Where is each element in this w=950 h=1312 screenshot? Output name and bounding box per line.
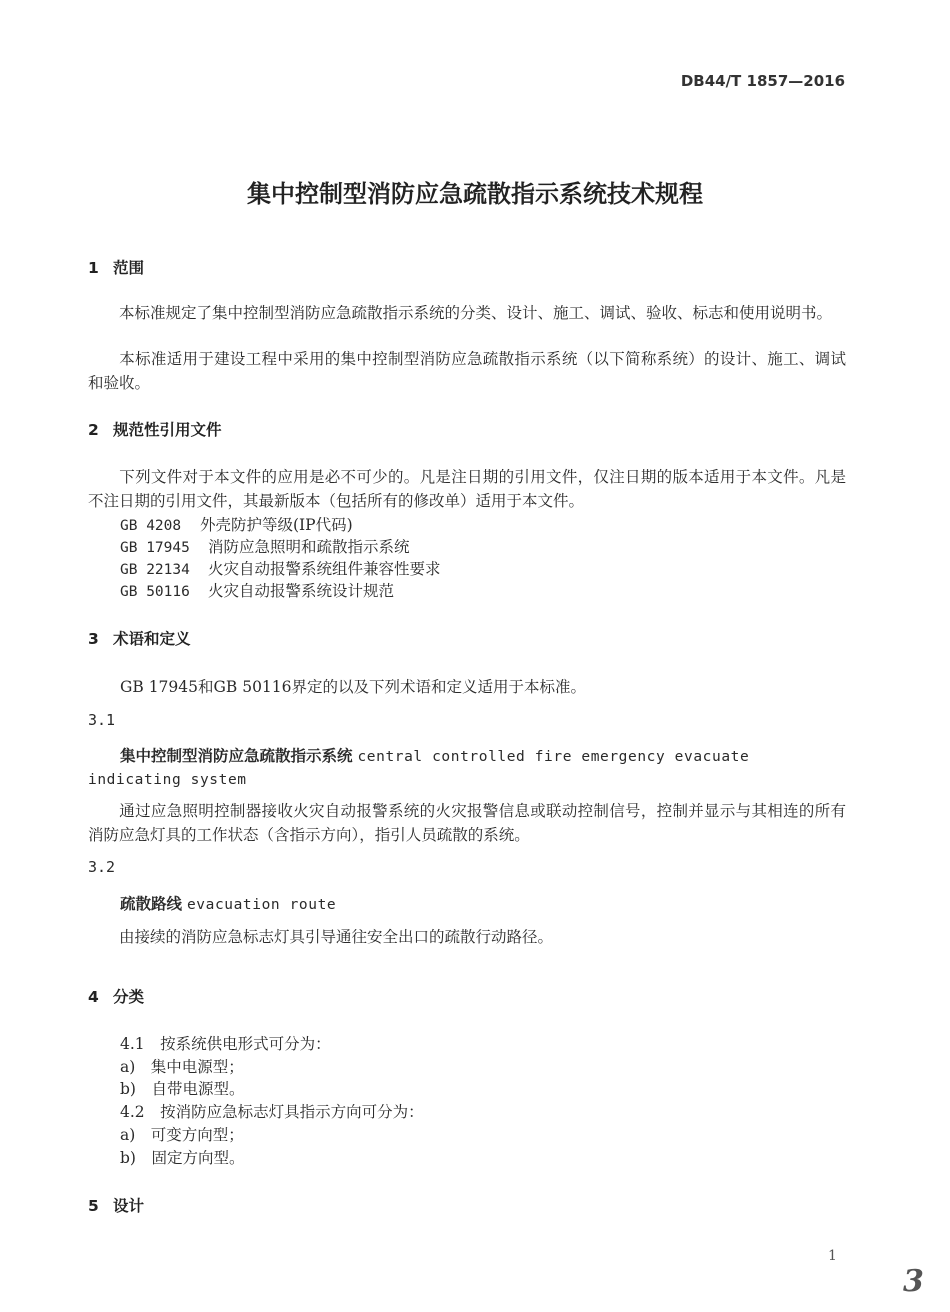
list-item: a) 可变方向型； — [120, 1126, 244, 1144]
reference-code: GB 22134 — [120, 562, 190, 578]
reference-code: GB 17945 — [120, 540, 190, 556]
page-number: 1 — [828, 1248, 837, 1264]
section-title: 设计 — [113, 1197, 145, 1215]
section-number: 5 — [88, 1197, 99, 1215]
section-3-heading — [88, 627, 191, 649]
paragraph-text: 本标准适用于建设工程中采用的集中控制型消防应急疏散指示系统（以下简称系统）的设计、施工、调试和验收。 — [88, 350, 846, 392]
reference-name: 火灾自动报警系统组件兼容性要求 — [208, 560, 441, 578]
term-number: 3.1 — [88, 711, 116, 729]
section-2-heading — [88, 418, 222, 440]
term-title — [88, 745, 846, 791]
clause-4-1: 4.1 按系统供电形式可分为： — [120, 1035, 331, 1053]
section-title: 规范性引用文件 — [113, 421, 222, 439]
section-number: 3 — [88, 630, 99, 648]
term-en: central controlled fire emergency evacuate indicating system — [88, 749, 750, 788]
reference-code: GB 4208 — [120, 518, 182, 534]
section-1-heading — [88, 256, 144, 278]
reference-item — [120, 579, 394, 601]
section-number: 1 — [88, 259, 99, 277]
term-zh: 疏散路线 — [120, 895, 183, 913]
document-number: DB44/T 1857—2016 — [680, 72, 845, 90]
reference-code: GB 50116 — [120, 584, 190, 600]
term-en: evacuation route — [186, 897, 337, 913]
section-5-heading — [88, 1194, 144, 1216]
corner-page-mark: 3 — [903, 1264, 924, 1299]
paragraph-text: 本标准规定了集中控制型消防应急疏散指示系统的分类、设计、施工、调试、验收、标志和使用说明书。 — [119, 304, 833, 322]
section-title: 范围 — [113, 259, 145, 277]
term-definition — [88, 799, 846, 847]
scope-paragraph-2 — [88, 347, 846, 395]
term-zh: 集中控制型消防应急疏散指示系统 — [120, 747, 353, 765]
page-title: 集中控制型消防应急疏散指示系统技术规程 — [247, 180, 703, 208]
section-title: 术语和定义 — [113, 630, 191, 648]
term-title — [88, 893, 846, 916]
section-number: 4 — [88, 988, 99, 1006]
reference-item — [120, 535, 410, 557]
reference-item — [120, 513, 353, 535]
terms-intro: GB 17945和GB 50116界定的以及下列术语和定义适用于本标准。 — [120, 678, 587, 696]
reference-item — [120, 557, 441, 579]
term-number: 3.2 — [88, 858, 116, 876]
normative-references-paragraph — [88, 465, 846, 513]
section-title: 分类 — [113, 988, 145, 1006]
term-definition — [88, 925, 846, 949]
section-number: 2 — [88, 421, 99, 439]
scope-paragraph-1 — [88, 301, 846, 325]
section-4-heading — [88, 985, 144, 1007]
list-item: a) 集中电源型； — [120, 1058, 244, 1076]
list-item: b) 固定方向型。 — [120, 1149, 245, 1167]
list-item: b) 自带电源型。 — [120, 1080, 245, 1098]
paragraph-text: 通过应急照明控制器接收火灾自动报警系统的火灾报警信息或联动控制信号，控制并显示与其相连的所有消防应急灯具的工作状态（含指示方向），指引人员疏散的系统。 — [88, 802, 846, 844]
reference-name: 消防应急照明和疏散指示系统 — [208, 538, 410, 556]
paragraph-text: 由接续的消防应急标志灯具引导通往安全出口的疏散行动路径。 — [119, 928, 554, 946]
reference-name: 火灾自动报警系统设计规范 — [208, 582, 395, 600]
paragraph-text: 下列文件对于本文件的应用是必不可少的。凡是注日期的引用文件，仅注日期的版本适用于本文件。凡是不注日期的引用文件，其最新版本（包括所有的修改单）适用于本文件。 — [88, 468, 846, 510]
clause-4-2: 4.2 按消防应急标志灯具指示方向可分为： — [120, 1103, 424, 1121]
reference-name: 外壳防护等级(IP代码) — [200, 516, 353, 534]
